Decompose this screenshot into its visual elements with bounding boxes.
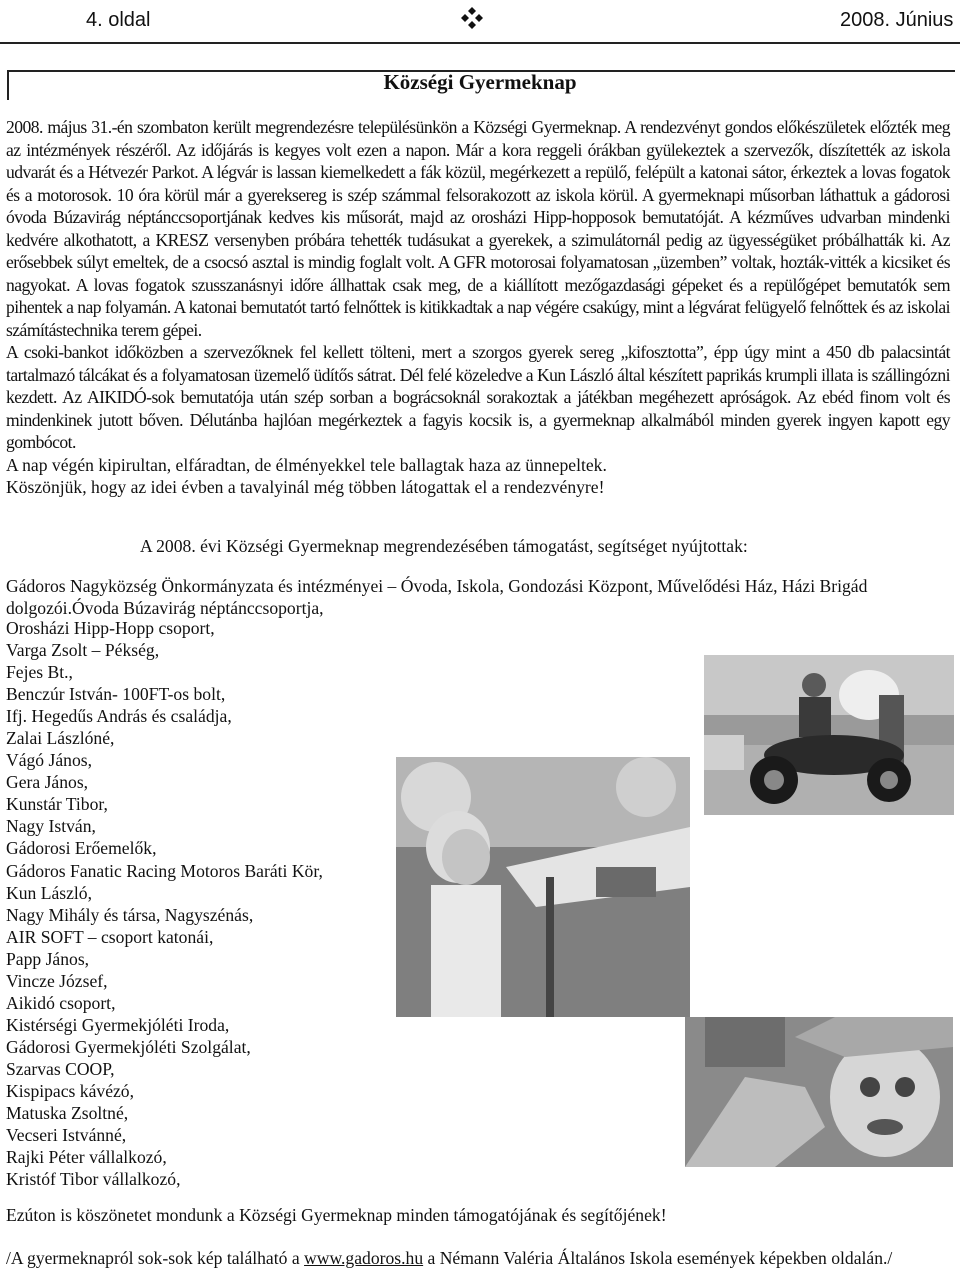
supporter-item: Benczúr István- 100FT-os bolt,	[6, 684, 226, 705]
paragraph-evening: A nap végén kipirultan, elfáradtan, de élményekkel tele ballagtak haza az ünnepeltek.	[6, 454, 607, 475]
paragraph-afternoon: A csoki-bankot időközben a szervezőknek fel kellett tölteni, mert a szorgos gyerek sereg „kifosztotta”, épp úgy mint a 450 db palacsintát tartalmazó tálcákat és a folyamatosan üzemelő üdítős sátrat. Dél felé közeledve a Kun László által készített paprikás krumpli illata is szállingózni kezdett. Az AIKIDÓ-sok bemutatója után szép sorban a bográcsoknál sorakoztak a játékban megéhezett apróságok. Az ebéd finom volt és mindenkinek jutott bőven. Délutánba hajlóan megérkeztek a fagyis kocsik is, a gyermeknap alkalmából minden gyerek ingyen kapott egy gombócot.	[6, 342, 950, 452]
supporter-item: Varga Zsolt – Pékség,	[6, 640, 160, 661]
supporter-item: Vágó János,	[6, 750, 93, 771]
child-at-table-photo	[396, 757, 690, 1017]
supporter-item: Fejes Bt.,	[6, 662, 73, 683]
supporter-item: AIR SOFT – csoport katonái,	[6, 926, 214, 947]
page-number: 4. oldal	[86, 9, 151, 31]
supporter-item: Kristóf Tibor vállalkozó,	[6, 1169, 181, 1190]
page-header	[0, 0, 960, 42]
issue-date: 2008. Június	[840, 9, 954, 31]
article-body	[6, 116, 950, 499]
face-painting-photo	[685, 1017, 953, 1167]
closing-thanks: Ezúton is köszönetet mondunk a Községi Gyermeknap minden támogatójának és segítőjének!	[6, 1205, 667, 1225]
supporter-item: Gádorosi Gyermekjóléti Szolgálat,	[6, 1036, 251, 1057]
supporter-item: Orosházi Hipp-Hopp csoport,	[6, 618, 215, 638]
gadoros-website-link[interactable]: www.gadoros.hu	[304, 1248, 424, 1268]
supporter-item: Kunstár Tibor,	[6, 794, 108, 815]
four-diamond-ornament-icon	[460, 6, 484, 36]
supporter-item: Aikidó csoport,	[6, 992, 116, 1013]
supporter-item: Gádoros Fanatic Racing Motoros Baráti Kör,	[6, 860, 323, 881]
supporter-item: Kistérségi Gyermekjóléti Iroda,	[6, 1014, 230, 1035]
footnote-text-end: a Némann Valéria Általános Iskola események képekben oldalán./	[423, 1248, 893, 1268]
supporter-item: Ifj. Hegedűs András és családja,	[6, 706, 232, 727]
supporter-item: Matuska Zsoltné,	[6, 1103, 129, 1124]
supporter-item: Nagy Mihály és társa, Nagyszénás,	[6, 904, 254, 925]
supporter-item: Kispipacs kávézó,	[6, 1080, 135, 1101]
article-title: Községi Gyermeknap	[383, 70, 577, 94]
supporter-item: Papp János,	[6, 948, 90, 969]
motorcycle-photo	[704, 655, 954, 815]
supporters-lead: Gádoros Nagyközség Önkormányzata és intézményei – Óvoda, Iskola, Gondozási Központ, Művelődési Ház, Házi Brigád dolgozói.Óvoda Búzavirág néptánccsoportja,	[6, 576, 868, 618]
supporter-item: Kun László,	[6, 882, 92, 903]
paragraph-thanks: Köszönjük, hogy az idei évben a tavalyinál még többen látogattak el a rendezvényre!	[6, 477, 605, 497]
supporter-item: Zalai Lászlóné,	[6, 728, 115, 749]
supporter-item: Vecseri Istvánné,	[6, 1125, 127, 1146]
supporter-item: Nagy István,	[6, 816, 96, 837]
supporter-item: Vincze József,	[6, 970, 108, 991]
header-rule	[0, 42, 960, 44]
photo-footnote	[6, 1248, 950, 1269]
paragraph-intro: 2008. május 31.-én szombaton került megrendezésre településünkön a Községi Gyermeknap. A rendezvényt gondos előkészületek előzték meg az intézmények részéről. Az időjárás is kegyes volt ezen a napon. Már a kora reggeli órákban gyülekeztek a szervezők, díszítették az iskola udvarát és a Hétvezér Parkot. A légvár is lassan kiemelkedett a fák közül, megérkezett a repülő, felépült a katonai sátor, érkeztek a lovas fogatok és a motorosok. 10 óra körül már a gyereksereg is szép számmal felsorakozott az iskola körül. A gyermeknapi műsorban láthattuk a gádorosi óvoda Búzavirág néptánccsoportjának kedves kis műsorát, majd az orosházi Hipp-hopposok bemutatóját. A kézműves udvarban mindenki kedvére alkothatott, a KRESZ versenyben próbára tehették tudásukat a gyerekek, a szimulátornál pedig az ügyességüket próbálhatták ki. Az erősebbek súlyt emeltek, de a csocsó asztal is mindig foglalt volt. A GFR motorosai folyamatosan „üzemben” voltak, hozták-vitték a kicsiket és nagyokat. A lovas fogatok szusszanásnyi időre állhattak csak meg, de a kiállított mezőgazdasági gépeket és a repülőgépet bemutatók sem pihentek a nap folyamán. A katonai bemutatót tartó felnőttek is kitikkadtak a nap végére csakúgy, mint a légvárat felügyelő felnőttek és az iskolai számítástechnika terem gépei.	[6, 117, 950, 340]
supporter-item: Szarvas COOP,	[6, 1058, 115, 1079]
supporter-item: Gera János,	[6, 772, 89, 793]
footnote-text-start: /A gyermeknapról sok-sok kép található a	[6, 1248, 305, 1268]
supporter-list	[6, 617, 323, 1190]
supporter-item: Gádorosi Erőemelők,	[6, 838, 157, 859]
supporters-heading: A 2008. évi Községi Gyermeknap megrendezésében támogatást, segítséget nyújtottak:	[140, 536, 748, 556]
supporter-item: Rajki Péter vállalkozó,	[6, 1147, 167, 1168]
